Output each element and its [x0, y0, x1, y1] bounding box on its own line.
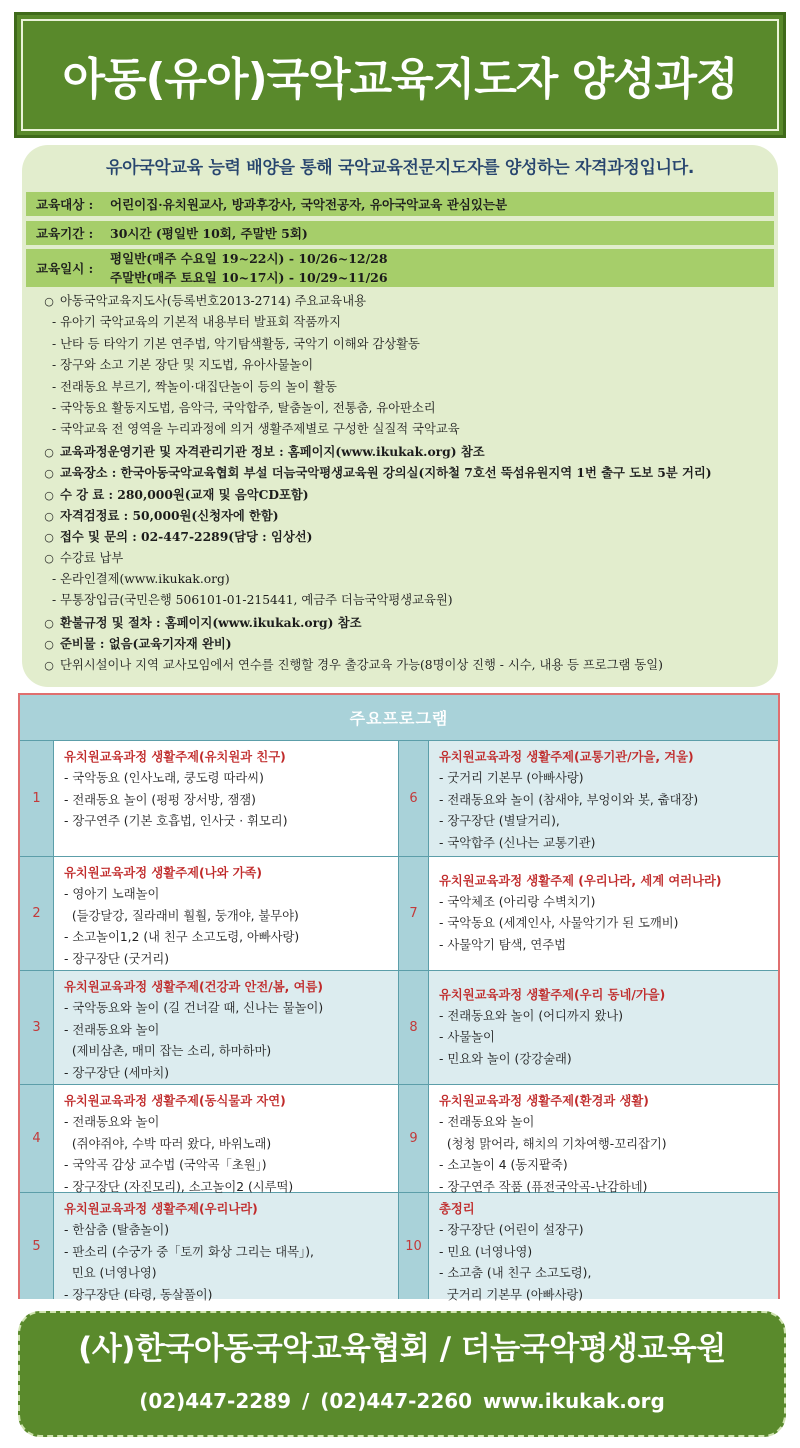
program-cell-right [429, 741, 778, 856]
program-cell-right [429, 1193, 778, 1302]
bullet-circle-icon: ○ [44, 445, 54, 459]
program-cell-right [429, 971, 778, 1084]
program-item: (청청 맑어라, 해치의 기차여행-꼬리잡기) [439, 1136, 667, 1151]
info-line-text: 아동국악교육지도사(등록번호2013-2714) 주요교육내용 [60, 294, 366, 308]
bullet-circle-icon: ○ [44, 616, 54, 630]
program-cell-right [429, 857, 778, 970]
info-line [38, 334, 774, 355]
program-item: - 장구장단 (어린이 설장구) [439, 1223, 584, 1237]
program-item: (들강달강, 질라래비 훨훨, 둥개야, 불무야) [64, 908, 299, 923]
program-item: - 전래동요와 놀이 [64, 1022, 160, 1037]
course-info-panel [22, 145, 778, 687]
info-line-text: - 온라인결제(www.ikukak.org) [52, 572, 230, 587]
program-theme-title: 유치원교육과정 생활주제(동식물과 자연) [64, 1094, 286, 1108]
info-line [38, 655, 774, 676]
title-banner [14, 12, 786, 138]
program-row [20, 741, 778, 857]
program-item: - 판소리 (수궁가 중「토끼 화상 그리는 대목」), [64, 1244, 314, 1259]
info-line-text: - 국악교육 전 영역을 누리과정에 의거 생활주제별로 구성한 실질적 국악교육 [52, 422, 460, 437]
program-theme-title: 유치원교육과정 생활주제(건강과 안전/봄, 여름) [64, 980, 323, 994]
program-row [20, 1085, 778, 1193]
info-line [38, 312, 774, 333]
course-info-list [38, 291, 774, 676]
info-line-text: - 무통장입금(국민은행 506101-01-215441, 예금주 더늠국악평생교육원) [52, 593, 453, 608]
program-item: - 소고놀이 4 (동지팥죽) [439, 1158, 568, 1172]
program-cell-left [54, 741, 399, 856]
title-frame [21, 19, 779, 131]
program-item: - 국악체조 (아리랑 수벽치기) [439, 894, 596, 909]
footer-organization: (사)한국아동국악교육협회 / 더늠국악평생교육원 [78, 1331, 726, 1367]
program-session-number: 5 [20, 1193, 54, 1299]
program-cell-left [54, 971, 399, 1084]
program-item: - 전래동요와 놀이 (어디까지 왔나) [439, 1008, 624, 1023]
program-table-heading: 주요프로그램 [20, 695, 778, 741]
program-item: - 국악동요 (인사노래, 쿵도령 따라씨) [64, 771, 264, 785]
program-cell-left [54, 1085, 399, 1192]
program-theme-title: 유치원교육과정 생활주제 (우리나라, 세계 여러나라) [439, 873, 722, 888]
program-session-number: 7 [399, 857, 429, 970]
program-theme-title: 유치원교육과정 생활주제(환경과 생활) [439, 1094, 649, 1108]
program-row [20, 971, 778, 1085]
program-theme-title: 유치원교육과정 생활주제(우리나라) [64, 1202, 258, 1216]
program-session-number: 10 [399, 1193, 429, 1299]
program-session-number: 1 [20, 741, 54, 856]
program-row [20, 857, 778, 971]
program-table [18, 693, 780, 1302]
program-cell-left [54, 857, 399, 970]
program-item: - 장구장단 (별달거리), [439, 814, 560, 828]
info-line-text: 단위시설이나 지역 교사모임에서 연수를 진행할 경우 출강교육 가능(8명이상 진행 - 시수, 내용 등 프로그램 동일) [60, 657, 663, 672]
course-subtitle: 유아국악교육 능력 배양을 통해 국악교육전문지도자를 양성하는 자격과정입니다. [105, 158, 695, 178]
info-line-text: - 유아기 국악교육의 기본적 내용부터 발표회 작품까지 [52, 315, 341, 330]
info-line [38, 505, 774, 526]
info-line [38, 462, 774, 483]
program-item: - 사물놀이 [439, 1030, 495, 1045]
detail-target [26, 192, 774, 216]
program-row [20, 1193, 778, 1302]
program-session-number: 8 [399, 971, 429, 1084]
detail-schedule-values [110, 249, 388, 287]
program-item: (제비삼촌, 매미 잡는 소리, 하마하마) [64, 1044, 272, 1058]
detail-schedule [26, 249, 774, 287]
program-item: 굿거리 기본무 (아빠사랑) [439, 1287, 584, 1302]
bullet-circle-icon: ○ [44, 295, 54, 308]
info-line [38, 590, 774, 611]
info-line [38, 548, 774, 569]
detail-period-label: 교육기간 : [36, 226, 94, 241]
bullet-circle-icon: ○ [44, 467, 54, 481]
info-line-text: 교육과정운영기관 및 자격관리기관 정보 : 홈페이지(www.ikukak.org) 참조 [60, 443, 485, 459]
program-session-number: 3 [20, 971, 54, 1084]
program-cell-right [429, 1085, 778, 1192]
program-item: - 국악동요와 놀이 (길 건너갈 때, 신나는 물놀이) [64, 1001, 324, 1015]
program-item: - 국악곡 감상 교수법 (국악곡「초원」) [64, 1158, 267, 1172]
program-item: - 장구장단 (타령, 동살풀이) [64, 1287, 213, 1302]
info-line-text: 접수 및 문의 : 02-447-2289(담당 : 임상선) [60, 529, 313, 545]
program-item: 민요 (너영나영) [64, 1266, 157, 1280]
footer-contact: (02)447-2289 / (02)447-2260 www.ikukak.org [139, 1389, 665, 1413]
program-item: - 영아기 노래놀이 [64, 887, 160, 901]
info-line [38, 377, 774, 398]
info-line-text: 자격검정료 : 50,000원(신청자에 한함) [60, 507, 279, 523]
info-line [38, 398, 774, 419]
program-session-number: 2 [20, 857, 54, 970]
info-line-text: - 국악동요 활동지도법, 음악극, 국악합주, 탈춤놀이, 전통춤, 유아판소리 [52, 400, 436, 415]
bullet-circle-icon: ○ [44, 488, 54, 502]
info-line [38, 355, 774, 376]
schedule-weekday: 평일반(매주 수요일 19~22시) - 10/26~12/28 [110, 251, 388, 266]
program-session-number: 4 [20, 1085, 54, 1192]
info-line-text: 교육장소 : 한국아동국악교육협회 부설 더늠국악평생교육원 강의실(지하철 7호선 뚝섬유원지역 1번 출구 도보 5분 거리) [60, 465, 712, 481]
program-item: - 전래동요와 놀이 [439, 1115, 535, 1129]
info-line-text: 수강료 납부 [60, 550, 124, 565]
detail-schedule-label: 교육일시 : [36, 261, 94, 276]
bullet-circle-icon: ○ [44, 551, 54, 565]
detail-period-value: 30시간 (평일반 10회, 주말반 5회) [110, 226, 308, 241]
info-line [38, 633, 774, 654]
bullet-circle-icon: ○ [44, 531, 54, 545]
info-line-text: 환불규정 및 절차 : 홈페이지(www.ikukak.org) 참조 [60, 614, 362, 630]
info-line [38, 291, 774, 312]
program-theme-title: 총정리 [439, 1202, 475, 1216]
program-item: - 장구연주 (기본 호흡법, 인사굿 · 휘모리) [64, 814, 288, 828]
program-item: - 전래동요와 놀이 (참새야, 부엉이와 봇, 춥대장) [439, 792, 699, 807]
page-title: 아동(유아)국악교육지도자 양성과정 [62, 54, 738, 105]
program-theme-title: 유치원교육과정 생활주제(교통기관/가을, 겨울) [439, 750, 694, 764]
program-item: - 장구장단 (세마치) [64, 1065, 170, 1080]
footer-banner [18, 1311, 786, 1437]
program-theme-title: 유치원교육과정 생활주제(우리 동네/가을) [439, 987, 666, 1002]
detail-target-value: 어린이집·유치원교사, 방과후강사, 국악전공자, 유아국악교육 관심있는분 [110, 197, 508, 212]
info-line-text: - 장구와 소고 기본 장단 및 지도법, 유아사물놀이 [52, 358, 314, 373]
info-line [38, 569, 774, 590]
program-item: - 전래동요 놀이 (펑펑 장서방, 잼잼) [64, 792, 256, 807]
program-item: - 소고춤 (내 친구 소고도령), [439, 1266, 592, 1280]
detail-target-label: 교육대상 : [36, 197, 94, 212]
program-item: (쥐야쥐야, 수박 따러 왔다, 바위노래) [64, 1136, 272, 1151]
program-item: - 민요 (너영나영) [439, 1244, 533, 1259]
bullet-circle-icon: ○ [44, 658, 54, 672]
info-line [38, 612, 774, 633]
program-item: - 굿거리 기본무 (아빠사랑) [439, 771, 584, 785]
program-item: - 민요와 놀이 (강강술래) [439, 1051, 572, 1066]
bullet-circle-icon: ○ [44, 509, 54, 523]
info-line [38, 526, 774, 547]
info-line [38, 441, 774, 462]
info-line-text: 수 강 료 : 280,000원(교재 및 음악CD포함) [60, 486, 309, 502]
detail-period [26, 221, 774, 245]
program-item: - 장구장단 (자진모리), 소고놀이2 (시루떡) [64, 1179, 294, 1194]
schedule-weekend: 주말반(매주 토요일 10~17시) - 10/29~11/26 [110, 270, 388, 285]
program-item: - 장구장단 (굿거리) [64, 951, 170, 966]
info-line [38, 484, 774, 505]
info-line-text: - 난타 등 타악기 기본 연주법, 악기탐색활동, 국악기 이해와 감상활동 [52, 336, 420, 351]
program-item: - 소고놀이1,2 (내 친구 소고도령, 아빠사랑) [64, 930, 300, 944]
program-theme-title: 유치원교육과정 생활주제(유치원과 친구) [64, 750, 286, 764]
bullet-circle-icon: ○ [44, 638, 54, 652]
program-item: - 국악동요 (세계인사, 사물악기가 된 도깨비) [439, 916, 679, 931]
program-item: - 한삼춤 (탈춤놀이) [64, 1223, 170, 1237]
program-item: - 전래동요와 놀이 [64, 1115, 160, 1129]
info-line-text: 준비물 : 없음(교육기자재 완비) [60, 636, 232, 652]
program-session-number: 6 [399, 741, 429, 856]
program-theme-title: 유치원교육과정 생활주제(나와 가족) [64, 866, 262, 880]
program-item: - 장구연주 작품 (퓨전국악곡-난감하네) [439, 1179, 648, 1194]
program-cell-left [54, 1193, 399, 1302]
program-session-number: 9 [399, 1085, 429, 1192]
program-item: - 국악합주 (신나는 교통기관) [439, 835, 596, 850]
info-line [38, 419, 774, 440]
program-item: - 사물악기 탐색, 연주법 [439, 937, 566, 952]
info-line-text: - 전래동요 부르기, 짝놀이·대집단놀이 등의 놀이 활동 [52, 379, 337, 394]
